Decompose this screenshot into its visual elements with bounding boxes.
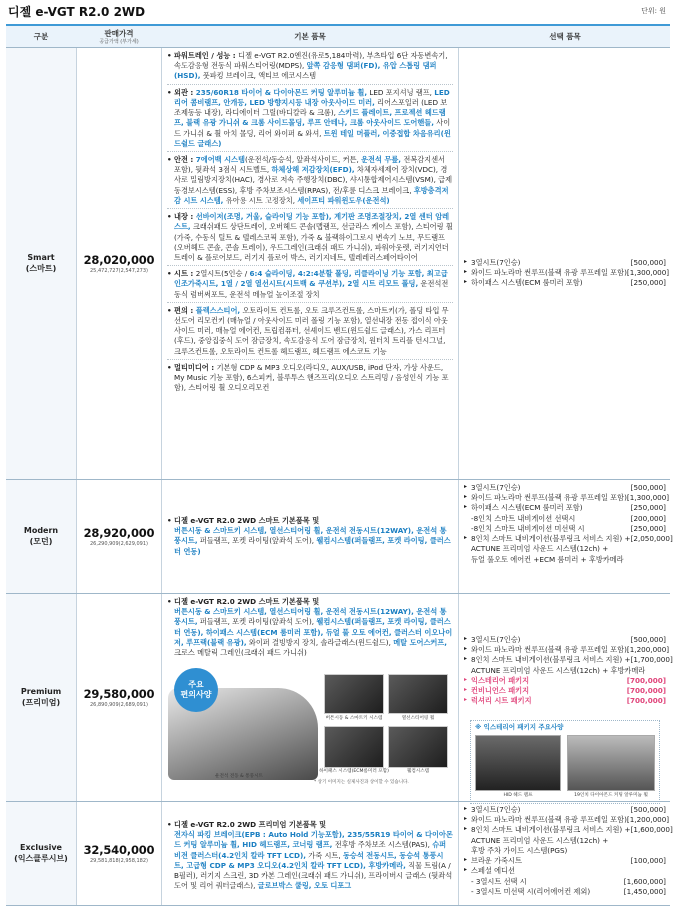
option-item: ACTUNE 프리미엄 사운드 시스템(12ch) + (471, 835, 609, 845)
option-item: ▸ 하이패스 시스템(ECM 룸미러 포함) [250,000] (464, 278, 666, 288)
basic-section-exterior: • 외관 : 235/60R18 타이어 & 다이아몬드 커팅 알루미늄 휠, LED 포지셔닝 램프, LED 리어 콤비램프, 안개등, LED 방향지시등 내장 아웃사이드 미러, 리어스포일러 (LED 보조제동등 내장), 라디에이터 그릴(바디칼라 & 크롬), 스키드 플레이트, 프로젝션 헤드램프, 블랙 유광 가니쉬 & 크롬 사이드몰딩, 루프 안테나, 크롬 아웃사이드 도어핸들, 사이드 가니쉬 & 휠 아치 몰딩, 리어 와이퍼 & 와셔, 트윈 테일 머플러, 이중접합 차음유리(윈드쉴드 글래스) (167, 88, 453, 152)
basic-items: • 디젤 e-VGT R2.0 2WD 프리미엄 기본품목 및 전자식 파킹 브레이크(EPB : Auto Hold 기능포함), 235/55R19 타이어 & 다이아몬드 커팅 알루미늄 휠, HID 헤드램프, 코너링 램프, 전후방 주차보조 시스템(PAS), 슈퍼비전 클러스터(4.2인치 칼라 TFT LCD), 가죽 시트, 동승석 전동시트, 동승석 통풍시트, 고급형 CDP & MP3 오디오(4.2인치 칼라 TFT LCD), 후방카메라, 직물 트림(A / B필러), 러기지 스크린, 3D 카본 그레인(크래쉬 패드 가니쉬), 프라이버시 글래스 (뒷좌석 도어 및 리어 쿼터글래스), 글로브박스 쿨링, 오토 디포그 (164, 802, 456, 905)
thumb-image (388, 726, 448, 768)
basic-items: • 디젤 e-VGT R2.0 2WD 스마트 기본품목 및 버튼시동 & 스마트키 시스템, 열선스티어링 휠, 운전석 전동시트(12WAY), 운전석 통풍시트, 퍼들램프, 포켓 라이팅(앞좌석 도어), 웰컴시스템(퍼들램프, 포켓 라이팅, 클러스터 연동) (164, 480, 456, 593)
feature-images (164, 668, 456, 788)
trim-price: 28,020,000 25,472,727(2,547,273) (83, 252, 155, 275)
header-basic: 기본 품목 (294, 31, 326, 41)
hid-headlamp-image (475, 735, 561, 791)
option-item: ▸ 3열시트(7인승) [500,000] (464, 805, 666, 815)
option-item: ▸ 와이드 파노라마 썬루프(블랙 유광 루프레일 포함) [1,300,000] (464, 493, 666, 503)
option-item: ACTUNE 프리미엄 사운드 시스템(12ch) + (471, 544, 609, 554)
header-price: 판매가격 공급가액 (부가세) (99, 28, 139, 45)
option-item: ACTUNE 프리미엄 사운드 시스템(12ch) + 후방카메라 (471, 665, 646, 675)
option-list (462, 480, 673, 593)
table-header (6, 26, 670, 48)
unit-label: 단위: 원 (641, 7, 666, 15)
header-trim: 구분 (33, 31, 49, 41)
option-item: 후방 주차 가이드 시스템(PGS) (471, 845, 568, 855)
option-item: ▸ 8인치 스마트 내비게이션(블루링크 서비스 지원) + [1,600,000] (464, 825, 666, 835)
option-item-package: ▸ 컨비니언스 패키지 [700,000] (464, 686, 666, 696)
option-item: - 3열시트 미선택 시(리어에어컨 제외) [1,450,000] (471, 886, 666, 896)
trim-price: 29,580,000 26,890,909(2,689,091) (83, 686, 155, 709)
basic-items: • 디젤 e-VGT R2.0 2WD 스마트 기본품목 및 버튼시동 & 스마트키 시스템, 열선스티어링 휠, 운전석 전동시트(12WAY), 운전석 통풍시트, 퍼들램프, 포켓 라이팅(앞좌석 도어), 웰컴시스템(퍼들램프, 포켓 라이팅, 클러스터 연동), 하이패스 시스템(ECM 룸미러 포함), 듀얼 풀 오토 에어컨, 클러스터 이오나이저, 루프랙(블랙 유광), 와이퍼 결빙방지 장치, 솔라글래스(윈드쉴드), 메탈 도어스커프, 크로스 메탈릭 그레인(크래쉬 패드 가니쉬) (164, 594, 456, 801)
trim-price: 32,540,000 29,581,818(2,958,182) (83, 842, 155, 865)
basic-section-powertrain: • 파워트레인 / 성능 : 디젤 e-VGT R2.0엔진(유로5,184마력), 부츠타입 6단 자동변속기, 속도감응형 전동식 파워스티어링(MDPS), 앞쪽 감응형 댐퍼(FD), 유압 스톱링 댐퍼(HSD), 풋파킹 브레이크, 액티브 에코시스템 (167, 51, 453, 85)
option-item-package: ▸ 럭셔리 시트 패키지 [700,000] (464, 696, 666, 706)
trim-row-smart (6, 48, 670, 480)
basic-section-safety: • 안전 : 7에어백 시스템(운전석/동승석, 앞좌석사이드, 커튼, 운전석 무릎, 전복감지센서 포함), 뒷좌석 3점식 시트벨트, 하체상해 저감장치(EFD), 차체자세제어 장치(VDC), 경사로 밀림방지장치(HAC), 경사로 저속 주행장치(DBC), 샤시통합제어시스템(VSM), 급제동경보시스템(ESS), 후방 주차보조시스템(RPAS), 전/후륜 디스크 브레이크, 후방충격저감 시트 시스템, 유아용 시트 고정장치, 세이프티 파워윈도우(운전석) (167, 155, 453, 209)
thumb-image (324, 726, 384, 768)
option-item: ▸ 스페셜 에디션 (464, 866, 666, 876)
trim-name: Modern (모던) (6, 480, 76, 593)
wheel-image (567, 735, 655, 791)
key-feature-badge: 주요 편의사양 (174, 668, 218, 712)
option-list (462, 594, 673, 801)
option-item: ▸ 3열시트(7인승) [500,000] (464, 258, 666, 268)
option-item: 듀얼 풀오토 에어컨 +ECM 룸미러 + 후방카메라 (471, 554, 624, 564)
option-item: ▸ 3열시트(7인승) [500,000] (464, 483, 666, 493)
option-item: ▸ 와이드 파노라마 썬루프(블랙 유광 루프레일 포함) [1,300,000] (464, 268, 666, 278)
option-item: ▸ 브라운 가죽시트 [100,000] (464, 856, 666, 866)
thumb-image (388, 674, 448, 714)
trim-row-modern (6, 480, 673, 594)
basic-section-multimedia: • 멀티미디어 : 기본형 CDP & MP3 오디오(라디오, AUX/USB, iPod 단자, 가상 사운드, My Music 기능 포함), 6스피커, 블루투스 핸즈프리(오디오 스트리밍 / 음성인식 기능 포함), 스티어링 휠 오디오리모컨 (167, 363, 453, 396)
basic-section-seat: • 시트 : 2열시트(5인승 / 6:4 슬라이딩, 4:2:4분할 폴딩, 리클라이닝 기능 포함, 최고급 인조가죽시트, 1열 / 2열 열선시트(시트백 & 쿠션부), 2열 시트 리모트 폴딩, 운전석전동식 럼버써포트, 운전석 메뉴얼 높이조절 장치 (167, 269, 453, 303)
thumb-caption: 운전석 전동 & 통풍시트 (215, 774, 263, 779)
trim-row-premium (6, 594, 673, 802)
price-table (6, 24, 673, 904)
option-item: ▸ 하이패스 시스템(ECM 룸미러 포함) [250,000] (464, 503, 666, 513)
option-item: ▸ 와이드 파노라마 썬루프(블랙 유광 루프레일 포함) [1,200,000] (464, 815, 666, 825)
option-item-package: ▸ 익스테리어 패키지 [700,000] (464, 676, 666, 686)
option-item: ▸ 8인치 스마트 내비게이션(블루링크 서비스 지원) + [2,050,000] (464, 534, 666, 544)
basic-section-interior: • 내장 : 선바이저(조명, 거울, 슬라이딩 기능 포함), 계기판 조명조절장치, 2열 센터 암레스트, 크래쉬패드 상단트레이, 오버헤드 콘솔(맵램프, 선글라스 케이스 포함), 스티어링 휠 (가죽, 수동식 틸트 & 텔레스코픽 포함), 가죽 & 블랙하이그로시 변속기 노브, 무드램프 (오버헤드 콘솔, 콘솔 트레이), 우드그레인(크래쉬 패드 가니쉬), 파워아웃렛, 러기지언더 트레이 & 플로어보드, 러기지 플로어 박스, 러기지네트, 텔레레러스페어타이어 (167, 212, 453, 266)
trim-name: Premium (프리미엄) (6, 594, 76, 801)
option-item: -8인치 스마트 내비게이션 선택시 [200,000] (471, 513, 666, 523)
exterior-package-box: ※ 익스테리어 패키지 주요사양 HID 헤드 램프 19인치 다이아몬드 커팅 알루미늄 휠 (470, 720, 660, 804)
thumb-caption: 하이패스 시스템(ECM룸미러 포함) (319, 769, 389, 774)
thumb-caption: 웰컴시스템 (406, 769, 430, 774)
trim-price: 28,920,000 26,290,909(2,629,091) (83, 525, 155, 548)
option-list (462, 48, 668, 479)
option-list (462, 802, 673, 905)
thumb-caption: 버튼시동 & 스마트키 시스템 (325, 716, 383, 721)
thumb-image (324, 674, 384, 714)
image-disclaimer: * 상기 이미지는 실제사진과 상이할 수 있습니다. (314, 780, 409, 785)
thumb-caption: 열선스티어링 휠 (401, 716, 435, 721)
option-item: ▸ 8인치 스마트 내비게이션(블루링크 서비스 지원) + [1,700,000] (464, 655, 666, 665)
option-item: -8인치 스마트 내비게이션 미선택 시 [250,000] (471, 523, 666, 533)
page-title: 디젤 e-VGT R2.0 2WD (8, 5, 146, 19)
trim-name: Smart (스마트) (6, 48, 76, 479)
option-item: ▸ 와이드 파노라마 썬루프(블랙 유광 루프레일 포함) [1,200,000] (464, 645, 666, 655)
basic-section-convenience: • 편의 : 플렉스스티어, 오토라이트 컨트롤, 오토 크루즈컨트롤, 스마트키(가, 폴딩 타입 무선도어 리모컨키 (매뉴얼 / 아웃사이드 미러 폴링 기능 포함), 열선내장 전동 접이식 아웃사이드 미러, 매뉴얼 에어컨, 트립컴퓨터, 선셰이드 밴드(윈드쉴드 글래스), 가스 리프터(후드), 중앙집중식 도어 잠금장치, 속도감응식 도어 잠금장치, 원터치 트리플 턴시그널, 크루즈컨트롤, 오토라이트 컨트롤 헤드램프, 헤드램프 에스코트 기능 (167, 306, 453, 360)
option-item: ▸ 3열시트(7인승) [500,000] (464, 635, 666, 645)
basic-items (164, 48, 456, 479)
option-item: - 3열시트 선택 시 [1,600,000] (471, 876, 666, 886)
header-options: 선택 품목 (549, 31, 581, 41)
trim-row-exclusive (6, 802, 673, 906)
trim-name: Exclusive (익스클루시브) (6, 802, 76, 905)
